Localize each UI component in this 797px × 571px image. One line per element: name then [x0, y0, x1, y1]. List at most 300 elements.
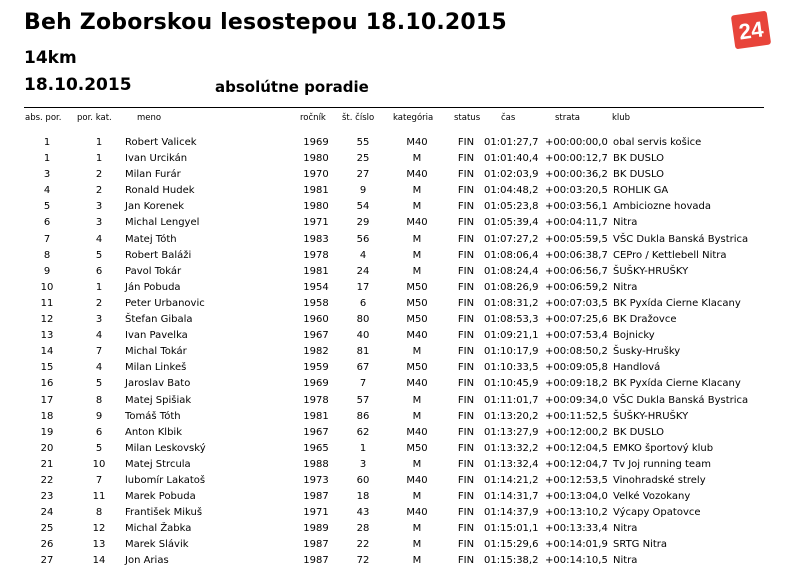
cell-abs-por: 11 [40, 297, 54, 309]
table-row [0, 216, 797, 232]
cell-st-cislo: 9 [359, 185, 367, 197]
cell-kategoria: M [412, 153, 422, 165]
cell-status: FIN [457, 442, 475, 454]
cell-cas: 01:07:27,2 [484, 233, 539, 245]
cell-rocnik: 1987 [303, 555, 329, 567]
cell-st-cislo: 24 [356, 265, 370, 277]
cell-rocnik: 1987 [303, 539, 329, 551]
cell-kategoria: M40 [406, 507, 428, 519]
cell-klub: BK DUSLO [613, 153, 665, 165]
cell-abs-por: 18 [40, 410, 54, 422]
table-row [0, 426, 797, 442]
col-abs-por: abs. por. [25, 113, 62, 123]
cell-cas: 01:02:03,9 [484, 169, 539, 181]
col-cas: čas [501, 113, 516, 123]
cell-por-kat: 1 [95, 281, 103, 293]
table-row [0, 442, 797, 458]
cell-abs-por: 5 [43, 201, 51, 213]
cell-klub: ŠUŠKY-HRUŠKY [613, 410, 689, 422]
cell-rocnik: 1980 [303, 153, 329, 165]
cell-cas: 01:05:39,4 [484, 217, 539, 229]
table-row [0, 184, 797, 200]
cell-status: FIN [457, 314, 475, 326]
cell-por-kat: 14 [92, 555, 106, 567]
col-strata: strata [555, 113, 581, 123]
cell-cas: 01:14:21,2 [484, 474, 539, 486]
cell-meno: Anton Klbik [125, 426, 182, 438]
cell-meno: Michal Lengyel [125, 217, 200, 229]
cell-klub: SRTG Nitra [613, 539, 668, 551]
cell-strata: +00:12:00,2 [545, 426, 608, 438]
cell-kategoria: M40 [406, 217, 428, 229]
cell-kategoria: M [412, 458, 422, 470]
cell-kategoria: M [412, 201, 422, 213]
cell-meno: Štefan Gibala [125, 314, 193, 326]
cell-klub: Nitra [613, 555, 638, 567]
cell-por-kat: 8 [95, 507, 103, 519]
cell-por-kat: 4 [95, 330, 103, 342]
cell-strata: +00:07:03,5 [545, 297, 608, 309]
cell-abs-por: 10 [40, 281, 54, 293]
cell-kategoria: M [412, 394, 422, 406]
cell-por-kat: 2 [95, 185, 103, 197]
cell-klub: ROHLIK GA [613, 185, 669, 197]
cell-kategoria: M [412, 185, 422, 197]
cell-cas: 01:13:32,2 [484, 442, 539, 454]
cell-strata: +00:08:50,2 [545, 346, 608, 358]
cell-strata: +00:06:38,7 [545, 249, 608, 261]
cell-por-kat: 11 [92, 491, 106, 503]
table-row [0, 329, 797, 345]
cell-abs-por: 27 [40, 555, 54, 567]
cell-st-cislo: 55 [356, 137, 370, 148]
cell-cas: 01:10:33,5 [484, 362, 539, 374]
table-row [0, 345, 797, 361]
cell-meno: Jan Korenek [125, 201, 185, 213]
race-distance: 14km [24, 48, 77, 68]
cell-por-kat: 10 [92, 458, 106, 470]
cell-status: FIN [457, 169, 475, 181]
cell-klub: Výcapy Opatovce [613, 507, 701, 519]
cell-strata: +00:00:36,2 [545, 169, 608, 181]
cell-por-kat: 13 [92, 539, 106, 551]
cell-klub: Šusky-Hrušky [613, 346, 681, 358]
cell-status: FIN [457, 378, 475, 390]
cell-cas: 01:15:29,6 [484, 539, 539, 551]
cell-kategoria: M [412, 523, 422, 535]
cell-klub: Handlová [613, 362, 661, 374]
cell-abs-por: 20 [40, 442, 54, 454]
cell-kategoria: M [412, 539, 422, 551]
col-klub: klub [612, 113, 631, 123]
cell-meno: Michal Žabka [125, 523, 192, 535]
cell-meno: Ivan Pavelka [125, 330, 188, 342]
cell-status: FIN [457, 458, 475, 470]
cell-kategoria: M50 [406, 314, 428, 326]
table-row [0, 233, 797, 249]
cell-cas: 01:09:21,1 [484, 330, 539, 342]
cell-st-cislo: 57 [356, 394, 370, 406]
cell-st-cislo: 3 [359, 458, 367, 470]
cell-strata: +00:14:01,9 [545, 539, 608, 551]
cell-strata: +00:07:53,4 [545, 330, 608, 342]
results-table-body [0, 136, 797, 571]
cell-por-kat: 9 [95, 410, 103, 422]
cell-strata: +00:14:10,5 [545, 555, 608, 567]
cell-por-kat: 6 [95, 265, 103, 277]
cell-status: FIN [457, 265, 475, 277]
col-status: status [454, 113, 481, 123]
cell-klub: Bojnicky [613, 330, 655, 342]
cell-status: FIN [457, 426, 475, 438]
cell-abs-por: 1 [43, 137, 51, 148]
cell-cas: 01:08:53,3 [484, 314, 539, 326]
table-row [0, 538, 797, 554]
cell-rocnik: 1978 [303, 394, 329, 406]
cell-por-kat: 5 [95, 249, 103, 261]
cell-rocnik: 1971 [303, 507, 329, 519]
cell-klub: Nitra [613, 217, 638, 229]
cell-kategoria: M40 [406, 137, 428, 148]
cell-cas: 01:15:01,1 [484, 523, 539, 535]
cell-strata: +00:12:04,5 [545, 442, 608, 454]
cell-kategoria: M40 [406, 169, 428, 181]
cell-rocnik: 1978 [303, 249, 329, 261]
cell-kategoria: M [412, 410, 422, 422]
cell-abs-por: 19 [40, 426, 54, 438]
table-row [0, 297, 797, 313]
cell-status: FIN [457, 394, 475, 406]
cell-klub: Vinohradské strely [613, 474, 706, 486]
col-por-kat: por. kat. [77, 113, 112, 123]
cell-klub: BK DUSLO [613, 426, 665, 438]
cell-kategoria: M50 [406, 281, 428, 293]
cell-rocnik: 1969 [303, 378, 329, 390]
cell-rocnik: 1973 [303, 474, 329, 486]
race-date: 18.10.2015 [24, 75, 132, 95]
cell-status: FIN [457, 185, 475, 197]
cell-cas: 01:08:31,2 [484, 297, 539, 309]
cell-rocnik: 1967 [303, 426, 329, 438]
cell-cas: 01:15:38,2 [484, 555, 539, 567]
cell-meno: Matej Spišiak [125, 394, 192, 406]
cell-meno: Milan Linkeš [125, 362, 187, 374]
cell-st-cislo: 1 [359, 442, 367, 454]
cell-klub: Ambiciozne hovada [613, 201, 711, 213]
cell-strata: +00:12:04,7 [545, 458, 608, 470]
cell-meno: Marek Slávik [125, 539, 189, 551]
cell-cas: 01:10:17,9 [484, 346, 539, 358]
cell-status: FIN [457, 539, 475, 551]
cell-por-kat: 7 [95, 474, 103, 486]
cell-abs-por: 12 [40, 314, 54, 326]
cell-rocnik: 1981 [303, 185, 329, 197]
cell-meno: lubomír Lakatoš [125, 474, 206, 486]
cell-abs-por: 13 [40, 330, 54, 342]
cell-kategoria: M [412, 249, 422, 261]
cell-strata: +00:09:34,0 [545, 394, 608, 406]
cell-abs-por: 6 [43, 217, 51, 229]
cell-klub: BK DUSLO [613, 169, 665, 181]
table-row [0, 361, 797, 377]
cell-klub: BK Dražovce [613, 314, 677, 326]
col-meno: meno [137, 113, 162, 123]
cell-rocnik: 1960 [303, 314, 329, 326]
cell-cas: 01:04:48,2 [484, 185, 539, 197]
col-rocnik: ročník [300, 113, 326, 123]
cell-klub: VŠC Dukla Banská Bystrica [613, 233, 749, 245]
cell-strata: +00:13:33,4 [545, 523, 608, 535]
cell-meno: Tomáš Tóth [125, 410, 181, 422]
cell-meno: Robert Valicek [125, 137, 197, 148]
table-row [0, 249, 797, 265]
table-row [0, 168, 797, 184]
cell-cas: 01:13:32,4 [484, 458, 539, 470]
cell-por-kat: 1 [95, 137, 103, 148]
cell-por-kat: 12 [92, 523, 106, 535]
results-subtitle: absolútne poradie [215, 78, 369, 96]
cell-kategoria: M40 [406, 474, 428, 486]
table-row [0, 377, 797, 393]
cell-st-cislo: 56 [356, 233, 370, 245]
cell-st-cislo: 40 [356, 330, 370, 342]
cell-kategoria: M40 [406, 330, 428, 342]
cell-st-cislo: 43 [356, 507, 370, 519]
cell-cas: 01:08:06,4 [484, 249, 539, 261]
cell-kategoria: M50 [406, 297, 428, 309]
cell-kategoria: M [412, 265, 422, 277]
cell-st-cislo: 29 [356, 217, 370, 229]
cell-status: FIN [457, 201, 475, 213]
cell-strata: +00:09:05,8 [545, 362, 608, 374]
table-header [0, 113, 797, 127]
cell-rocnik: 1982 [303, 346, 329, 358]
table-row [0, 152, 797, 168]
logo-24-icon [731, 10, 771, 50]
cell-st-cislo: 22 [356, 539, 370, 551]
cell-meno: Ivan Urcikán [125, 153, 188, 165]
cell-klub: obal servis košice [613, 137, 702, 148]
cell-status: FIN [457, 153, 475, 165]
cell-kategoria: M [412, 491, 422, 503]
cell-abs-por: 9 [43, 265, 51, 277]
col-st-cislo: št. číslo [342, 113, 375, 123]
table-row [0, 313, 797, 329]
cell-por-kat: 7 [95, 346, 103, 358]
cell-status: FIN [457, 217, 475, 229]
cell-strata: +00:00:12,7 [545, 153, 608, 165]
cell-cas: 01:14:37,9 [484, 507, 539, 519]
cell-por-kat: 5 [95, 442, 103, 454]
cell-status: FIN [457, 491, 475, 503]
cell-klub: Velké Vozokany [613, 491, 691, 503]
cell-strata: +00:12:53,5 [545, 474, 608, 486]
cell-strata: +00:05:59,5 [545, 233, 608, 245]
cell-status: FIN [457, 555, 475, 567]
cell-por-kat: 3 [95, 201, 103, 213]
cell-status: FIN [457, 281, 475, 293]
cell-rocnik: 1967 [303, 330, 329, 342]
cell-abs-por: 7 [43, 233, 51, 245]
cell-status: FIN [457, 297, 475, 309]
cell-st-cislo: 28 [356, 523, 370, 535]
cell-status: FIN [457, 410, 475, 422]
cell-abs-por: 15 [40, 362, 54, 374]
cell-por-kat: 2 [95, 297, 103, 309]
table-row [0, 554, 797, 570]
cell-por-kat: 5 [95, 378, 103, 390]
cell-klub: Nitra [613, 523, 638, 535]
cell-strata: +00:13:10,2 [545, 507, 608, 519]
cell-status: FIN [457, 137, 475, 148]
cell-meno: Milan Leskovský [125, 442, 206, 454]
cell-abs-por: 21 [40, 458, 54, 470]
cell-st-cislo: 81 [356, 346, 370, 358]
cell-status: FIN [457, 233, 475, 245]
cell-klub: BK Pyxída Cierne Klacany [613, 378, 741, 390]
cell-st-cislo: 54 [356, 201, 370, 213]
cell-cas: 01:08:24,4 [484, 265, 539, 277]
cell-st-cislo: 72 [356, 555, 370, 567]
cell-rocnik: 1971 [303, 217, 329, 229]
cell-por-kat: 3 [95, 217, 103, 229]
cell-abs-por: 17 [40, 394, 54, 406]
cell-strata: +00:06:59,2 [545, 281, 608, 293]
table-row [0, 281, 797, 297]
cell-st-cislo: 80 [356, 314, 370, 326]
cell-meno: Jaroslav Bato [125, 378, 191, 390]
table-row [0, 200, 797, 216]
cell-st-cislo: 4 [359, 249, 367, 261]
cell-status: FIN [457, 474, 475, 486]
cell-meno: Ján Pobuda [125, 281, 181, 293]
table-row [0, 136, 797, 152]
cell-st-cislo: 18 [356, 491, 370, 503]
cell-status: FIN [457, 249, 475, 261]
cell-cas: 01:01:40,4 [484, 153, 539, 165]
cell-status: FIN [457, 330, 475, 342]
cell-por-kat: 1 [95, 153, 103, 165]
table-row [0, 506, 797, 522]
table-row [0, 265, 797, 281]
cell-rocnik: 1969 [303, 137, 329, 148]
cell-por-kat: 3 [95, 314, 103, 326]
cell-meno: Matej Tóth [125, 233, 177, 245]
cell-meno: Ronald Hudek [125, 185, 195, 197]
cell-rocnik: 1981 [303, 410, 329, 422]
cell-rocnik: 1970 [303, 169, 329, 181]
table-row [0, 394, 797, 410]
cell-st-cislo: 67 [356, 362, 370, 374]
logo-text: 24 [737, 16, 765, 45]
cell-rocnik: 1981 [303, 265, 329, 277]
cell-abs-por: 16 [40, 378, 54, 390]
cell-abs-por: 3 [43, 169, 51, 181]
page-title: Beh Zoborskou lesostepou 18.10.2015 [24, 10, 507, 35]
cell-status: FIN [457, 523, 475, 535]
cell-cas: 01:14:31,7 [484, 491, 539, 503]
table-row [0, 458, 797, 474]
cell-meno: Robert Baláži [125, 249, 192, 261]
cell-abs-por: 24 [40, 507, 54, 519]
cell-cas: 01:01:27,7 [484, 137, 539, 148]
cell-rocnik: 1958 [303, 297, 329, 309]
cell-meno: Pavol Tokár [125, 265, 182, 277]
cell-meno: Matej Strcula [125, 458, 191, 470]
cell-kategoria: M50 [406, 442, 428, 454]
cell-strata: +00:07:25,6 [545, 314, 608, 326]
cell-rocnik: 1980 [303, 201, 329, 213]
cell-meno: Marek Pobuda [125, 491, 196, 503]
cell-st-cislo: 86 [356, 410, 370, 422]
cell-klub: VŠC Dukla Banská Bystrica [613, 394, 749, 406]
cell-abs-por: 23 [40, 491, 54, 503]
cell-abs-por: 4 [43, 185, 51, 197]
cell-rocnik: 1965 [303, 442, 329, 454]
cell-meno: František Mikuš [125, 507, 203, 519]
cell-kategoria: M50 [406, 362, 428, 374]
cell-rocnik: 1987 [303, 491, 329, 503]
cell-por-kat: 8 [95, 394, 103, 406]
cell-abs-por: 14 [40, 346, 54, 358]
cell-kategoria: M40 [406, 426, 428, 438]
cell-st-cislo: 7 [359, 378, 367, 390]
cell-strata: +00:09:18,2 [545, 378, 608, 390]
cell-rocnik: 1959 [303, 362, 329, 374]
cell-cas: 01:05:23,8 [484, 201, 539, 213]
cell-abs-por: 1 [43, 153, 51, 165]
cell-st-cislo: 25 [356, 153, 370, 165]
cell-rocnik: 1988 [303, 458, 329, 470]
cell-por-kat: 4 [95, 233, 103, 245]
cell-cas: 01:13:20,2 [484, 410, 539, 422]
cell-st-cislo: 6 [359, 297, 367, 309]
cell-rocnik: 1989 [303, 523, 329, 535]
cell-cas: 01:11:01,7 [484, 394, 539, 406]
cell-strata: +00:06:56,7 [545, 265, 608, 277]
col-kategoria: kategória [393, 113, 434, 123]
cell-cas: 01:10:45,9 [484, 378, 539, 390]
cell-status: FIN [457, 346, 475, 358]
cell-klub: ŠUŠKY-HRUŠKY [613, 265, 689, 277]
table-row [0, 474, 797, 490]
table-row [0, 410, 797, 426]
cell-status: FIN [457, 507, 475, 519]
cell-kategoria: M [412, 555, 422, 567]
cell-klub: Tv Joj running team [613, 458, 711, 470]
header-divider [24, 107, 764, 108]
cell-por-kat: 6 [95, 426, 103, 438]
cell-meno: Jon Arias [125, 555, 169, 567]
cell-abs-por: 25 [40, 523, 54, 535]
cell-kategoria: M [412, 233, 422, 245]
cell-kategoria: M40 [406, 378, 428, 390]
cell-abs-por: 22 [40, 474, 54, 486]
cell-abs-por: 8 [43, 249, 51, 261]
cell-st-cislo: 27 [356, 169, 370, 181]
cell-por-kat: 4 [95, 362, 103, 374]
cell-meno: Milan Furár [125, 169, 181, 181]
cell-strata: +00:03:20,5 [545, 185, 608, 197]
cell-strata: +00:04:11,7 [545, 217, 608, 229]
cell-st-cislo: 17 [356, 281, 370, 293]
cell-meno: Michal Tokár [125, 346, 187, 358]
cell-rocnik: 1954 [303, 281, 329, 293]
cell-st-cislo: 60 [356, 474, 370, 486]
cell-strata: +00:00:00,0 [545, 137, 608, 148]
cell-strata: +00:13:04,0 [545, 491, 608, 503]
cell-st-cislo: 62 [356, 426, 370, 438]
